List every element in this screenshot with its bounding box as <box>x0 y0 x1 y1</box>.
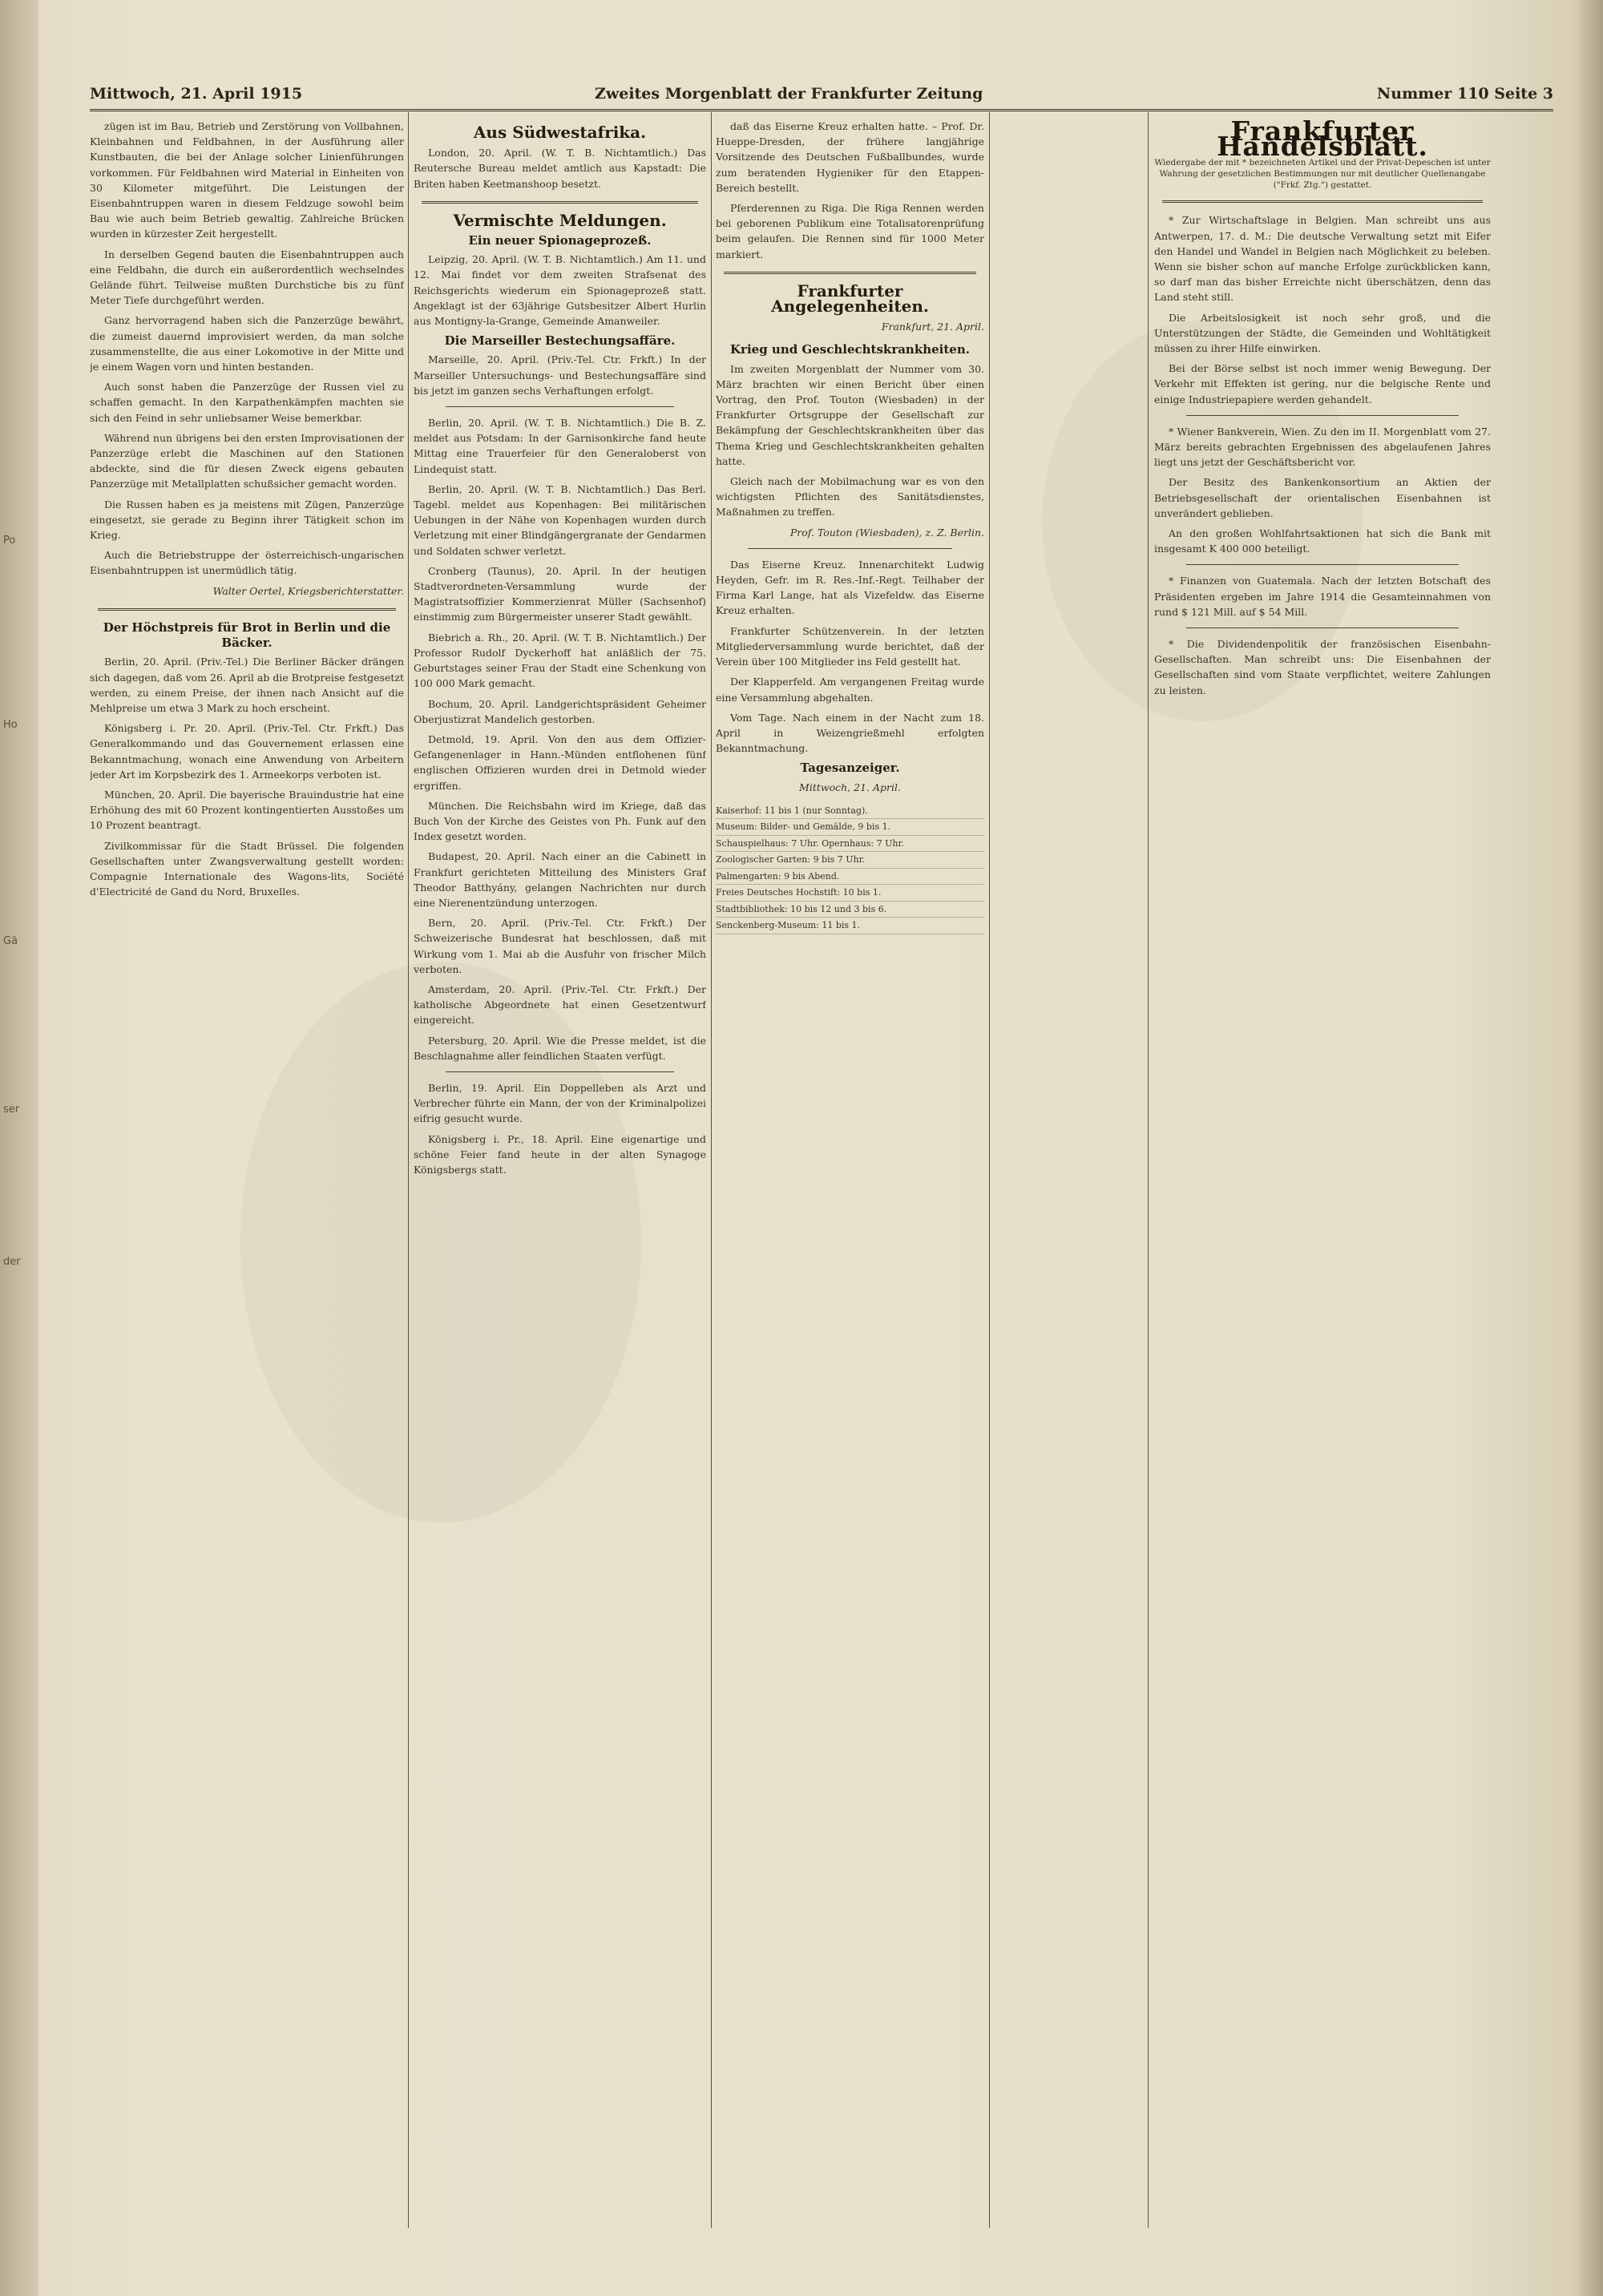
article-heading: Tagesanzeiger. <box>800 761 900 776</box>
list-item: Museum: Bilder- und Gemälde, 9 bis 1. <box>716 819 984 836</box>
page-edge <box>1579 0 1603 2296</box>
section-heading: Aus Südwestafrika. <box>473 123 647 142</box>
article-paragraph: Der Klapperfeld. Am vergangenen Freitag wurde eine Versammlung abgehalten. <box>716 676 984 704</box>
article-paragraph: An den großen Wohlfahrtsaktionen hat sich die Bank mit insgesamt K 400 000 beteiligt. <box>1154 527 1491 555</box>
article-paragraph: Die Arbeitslosigkeit ist noch sehr groß, und die Unterstützungen der Städte, die Gemeinden und Wohltätigkeit müssen zu ihrer Hilfe einwirken. <box>1154 311 1491 355</box>
article-paragraph: Königsberg i. Pr. 20. April. (Priv.-Tel. Ctr. Frkft.) Das Generalkommando und das Gouvernement erlassen eine Bekanntmachung, wonach eine Anwendung von Arbeitern jeder Art im Korpsbezirk des 1. Armeekorps verboten ist. <box>90 722 404 781</box>
article-paragraph: Auch sonst haben die Panzerzüge der Russen viel zu schaffen gemacht. In den Karpathenkämpfen machten sie sich den Feind in sehr unliebsamer Weise bemerkbar. <box>90 381 404 424</box>
binding-gutter <box>0 0 38 2296</box>
article-paragraph: Während nun übrigens bei den ersten Improvisationen der Panzerzüge erlebt die Maschinen auf den Stationen abdeckte, sind die für diesen Zweck eigens gebauten Panzerzüge mit Metallplatten schußsicher gemacht worden. <box>90 431 404 490</box>
article-divider <box>748 548 952 549</box>
article-paragraph: Pferderennen zu Riga. Die Riga Rennen werden bei geborenen Publikum eine Totalisatorenprüfung beim gelaufen. Die Rennen sind für 1000 Meter markiert. <box>716 202 984 260</box>
article-paragraph: Leipzig, 20. April. (W. T. B. Nichtamtlich.) Am 11. und 12. Mai findet vor dem zweiten Strafsenat des Reichsgerichts wiederum ein Spionageprozeß statt. Angeklagt ist der 63jährige Gutsbesitzer Albert Hurlin aus Montigny-la-Grange, Gemeinde Amanweiler. <box>414 253 706 328</box>
article-paragraph: * Finanzen von Guatemala. Nach der letzten Botschaft des Präsidenten ergeben im Jahre 1914 die Gesamteinnahmen von rund $ 121 Mill. auf $ 54 Mill. <box>1154 575 1491 618</box>
article-heading: Die Marseiller Bestechungsaffäre. <box>444 333 676 349</box>
header-page-number: Nummer 110 Seite 3 <box>1376 85 1553 103</box>
article-paragraph: Ganz hervorragend haben sich die Panzerzüge bewährt, die zumeist dauernd improvisiert werden, da man solche zusammenstellte, die aus einer Lokomotive in der Mitte und je einem Wagen vorn und hinten bestanden. <box>90 314 404 373</box>
column-2 <box>414 119 706 2202</box>
gutter-fragment: ser <box>3 1104 20 1116</box>
article-paragraph: Bei der Börse selbst ist noch immer wenig Bewegung. Der Verkehr mit Effekten ist gering, nur die belgische Rente und einige Industriepapiere werden gehandelt. <box>1154 362 1491 406</box>
article-paragraph: Berlin, 20. April. (W. T. B. Nichtamtlich.) Das Berl. Tagebl. meldet aus Kopenhagen: Bei militärischen Uebungen in der Nähe von Kopenhagen wurden durch Verletzung mit einer Blindgängergranate der Gendarmen und Soldaten schwer verletzt. <box>414 482 706 557</box>
article-paragraph: In derselben Gegend bauten die Eisenbahntruppen auch eine Feldbahn, die durch ein außerordentlich wechselndes Gelände führt. Teilweise mußten Durchstiche bis zu fünf Meter Tiefe durchgeführt werden. <box>90 248 404 307</box>
section-heading: Vermischte Meldungen. <box>453 210 667 230</box>
article-paragraph: Cronberg (Taunus), 20. April. In der heutigen Stadtverordneten-Versammlung wurde der Magistratsoffizier Kommerzienrat Müller (Sachsenhof) einstimmig zum Bürgermeister unserer Stadt gewählt. <box>414 564 706 623</box>
handelsblatt-column <box>1154 119 1491 2202</box>
gutter-fragments <box>3 112 35 1274</box>
column-3 <box>716 119 984 2202</box>
page-header <box>90 82 1553 111</box>
article-heading: Ein neuer Spionageprozeß. <box>468 233 652 248</box>
byline: Prof. Touton (Wiesbaden), z. Z. Berlin. <box>789 526 984 539</box>
article-paragraph: Berlin, 20. April. (Priv.-Tel.) Die Berliner Bäcker drängen sich dagegen, daß vom 26. April ab die Brotpreise festgesetzt werden, zu einem Preise, der ihnen nach Ansicht auf die Mehlpreise um etwa 3 Mark zu hoch erscheint. <box>90 656 404 714</box>
list-item: Stadtbibliothek: 10 bis 12 und 3 bis 6. <box>716 902 984 918</box>
gutter-fragment: Po <box>3 535 16 547</box>
header-date: Mittwoch, 21. April 1915 <box>90 85 303 103</box>
gutter-fragment: Gä <box>3 935 18 947</box>
list-item: Kaiserhof: 11 bis 1 (nur Sonntag). <box>716 803 984 820</box>
article-paragraph: Detmold, 19. April. Von den aus dem Offizier-Gefangenenlager in Hann.-Münden entflohenen fünf englischen Offizieren wurden drei in Detmold wieder ergriffen. <box>414 732 706 792</box>
article-paragraph: * Die Dividendenpolitik der französischen Eisenbahn-Gesellschaften. Man schreibt uns: Die Eisenbahnen der Gesellschaften sind vom Staate verpflichtet, weitere Zahlungen zu leisten. <box>1154 638 1491 696</box>
list-item: Palmengarten: 9 bis Abend. <box>716 869 984 886</box>
article-divider <box>446 406 674 407</box>
article-paragraph: Auch die Betriebstruppe der österreichisch-ungarischen Eisenbahntruppen ist unermüdlich tätig. <box>90 549 404 577</box>
article-paragraph: Im zweiten Morgenblatt der Nummer vom 30. März brachten wir einen Bericht über einen Vortrag, den Prof. Touton (Wiesbaden) in der Frankfurter Ortsgruppe der Gesellschaft zur Bekämpfung der Geschlechtskrankheiten über das Thema Krieg und Geschlechtskrankheiten gehalten hatte. <box>716 362 984 467</box>
article-heading: Der Höchstpreis für Brot in Berlin und die Bäcker. <box>103 619 391 651</box>
article-paragraph: Vom Tage. Nach einem in der Nacht zum 18. April in Weizengrießmehl erfolgten Bekanntmachung. <box>716 711 984 755</box>
article-paragraph: Bochum, 20. April. Landgerichtspräsident Geheimer Oberjustizrat Mandelich gestorben. <box>414 697 706 725</box>
article-paragraph: Berlin, 19. April. Ein Doppelleben als Arzt und Verbrecher führte ein Mann, der von der Kriminalpolizei eifrig gesucht wurde. <box>414 1081 706 1125</box>
article-paragraph: Berlin, 20. April. (W. T. B. Nichtamtlich.) Die B. Z. meldet aus Potsdam: In der Garnisonkirche fand heute Mittag eine Trauerfeier für den Generaloberst von Lindequist statt. <box>414 417 706 475</box>
column-rule <box>408 112 409 2228</box>
article-paragraph: Die Russen haben es ja meistens mit Zügen, Panzerzüge eingesetzt, sie gerade zu Beginn ihrer Tätigkeit schon im Krieg. <box>90 498 404 542</box>
article-divider <box>1186 415 1459 416</box>
article-paragraph: * Wiener Bankverein, Wien. Zu den im II. Morgenblatt vom 27. März bereits gebrachten Ergebnissen des abgelaufenen Jahres liegt uns jetzt der Geschäftsbericht vor. <box>1154 425 1491 469</box>
list-item: Zoologischer Garten: 9 bis 7 Uhr. <box>716 852 984 869</box>
tagesanzeiger-date: Mittwoch, 21. April. <box>799 781 901 793</box>
column-rule <box>989 112 990 2228</box>
article-paragraph: Amsterdam, 20. April. (Priv.-Tel. Ctr. Frkft.) Der katholische Abgeordnete hat einen Gesetzentwurf eingereicht. <box>414 983 706 1027</box>
list-item: Freies Deutsches Hochstift: 10 bis 1. <box>716 885 984 902</box>
section-divider <box>724 272 976 274</box>
section-divider <box>1162 200 1483 203</box>
column-rule <box>1148 112 1149 2228</box>
article-paragraph: zügen ist im Bau, Betrieb und Zerstörung von Vollbahnen, Kleinbahnen und Feldbahnen, in der Ausführung aller Kunstbauten, die bei der Anlage solcher Linienführungen vorkommen. Für Feldbahnen wird Material in Einheiten von 30 Kilometer mitgeführt. Die Leistungen der Eisenbahntruppen waren in diesem Feldzuge sowohl beim Bau wie auch beim Betrieb gewaltig. Zahlreiche Brücken wurden in kürzester Zeit hergestellt. <box>90 120 404 240</box>
article-paragraph: München. Die Reichsbahn wird im Kriege, daß das Buch Von der Kirche des Geistes von Ph. Funk auf den Index gesetzt worden. <box>414 799 706 843</box>
section-divider <box>422 201 698 204</box>
article-paragraph: München, 20. April. Die bayerische Brauindustrie hat eine Erhöhung des mit 60 Prozent kontingentierten Ausstoßes um 10 Prozent beantragt. <box>90 788 404 832</box>
header-edition: Zweites Morgenblatt der Frankfurter Zeitung <box>595 85 983 103</box>
article-paragraph: daß das Eiserne Kreuz erhalten hatte. – Prof. Dr. Hueppe-Dresden, der frühere langjährige Vorsitzende des Deutschen Fußballbundes, wurde zum beratenden Hygieniker für den Etappen-Bereich bestellt. <box>716 120 984 194</box>
article-paragraph: Der Besitz des Bankenkonsortium an Aktien der Betriebsgesellschaft der orientalischen Eisenbahnen ist unverändert geblieben. <box>1154 476 1491 519</box>
article-paragraph: Frankfurter Schützenverein. In der letzten Mitgliederversammlung wurde berichtet, daß der Verein über 100 Mitglieder ins Feld gestellt hat. <box>716 624 984 668</box>
gutter-fragment: der <box>3 1256 21 1268</box>
article-paragraph: Marseille, 20. April. (Priv.-Tel. Ctr. Frkft.) In der Marseiller Untersuchungs- und Bestechungsaffäre sind bis jetzt im ganzen sechs Verhaftungen erfolgt. <box>414 353 706 397</box>
article-paragraph: Königsberg i. Pr., 18. April. Eine eigenartige und schöne Feier fand heute in der alten Synagoge Königsbergs statt. <box>414 1132 706 1176</box>
list-item: Senckenberg-Museum: 11 bis 1. <box>716 918 984 934</box>
dateline: Frankfurt, 21. April. <box>881 321 984 333</box>
article-divider <box>1186 564 1459 565</box>
column-1 <box>90 119 404 2202</box>
byline: Walter Oertel, Kriegsberichterstatter. <box>212 584 404 597</box>
article-divider <box>446 1071 674 1072</box>
article-paragraph: Bern, 20. April. (Priv.-Tel. Ctr. Frkft.) Der Schweizerische Bundesrat hat beschlossen, daß mit Wirkung vom 1. Mai ab die Ausfuhr von frischer Milch verboten. <box>414 917 706 975</box>
list-item: Schauspielhaus: 7 Uhr. Opernhaus: 7 Uhr. <box>716 836 984 853</box>
section-divider <box>98 608 396 611</box>
article-heading: Krieg und Geschlechtskrankheiten. <box>730 342 970 357</box>
gutter-fragment: Ho <box>3 719 18 731</box>
tagesanzeiger-list <box>716 803 984 934</box>
article-paragraph: Budapest, 20. April. Nach einer an die Cabinett in Frankfurt gerichteten Mitteilung des Ministers Graf Theodor Batthyány, gelangen Nachrichten nur durch eine Nierenentzündung unterzogen. <box>414 850 706 909</box>
article-paragraph: London, 20. April. (W. T. B. Nichtamtlich.) Das Reutersche Bureau meldet amtlich aus Kapstadt: Die Briten haben Keetmanshoop besetzt. <box>414 147 706 190</box>
handelsblatt-masthead: Frankfurter Handelsblatt. <box>1217 119 1428 163</box>
article-paragraph: Das Eiserne Kreuz. Innenarchitekt Ludwig Heyden, Gefr. im R. Res.-Inf.-Regt. Teilhaber der Firma Karl Lange, hat als Vizefeldw. das Eiserne Kreuz erhalten. <box>716 558 984 617</box>
article-divider <box>1186 627 1459 628</box>
column-rule <box>711 112 712 2228</box>
article-paragraph: Zivilkommissar für die Stadt Brüssel. Die folgenden Gesellschaften unter Zwangsverwaltung gestellt worden: Compagnie Internationale des Wagons-lits, Société d'Electricité de Gand du Nord, Bruxelles. <box>90 839 404 898</box>
article-paragraph: Biebrich a. Rh., 20. April. (W. T. B. Nichtamtlich.) Der Professor Rudolf Dyckerhoff hat anläßlich der 75. Geburtstages seiner Frau der Stadt eine Schenkung von 100 000 Mark gemacht. <box>414 631 706 690</box>
article-paragraph: * Zur Wirtschaftslage in Belgien. Man schreibt uns aus Antwerpen, 17. d. M.: Die deutsche Verwaltung setzt mit Eifer den Handel und Wandel in Belgien nach Möglichkeit zu beleben. Wenn sie bisher schon auf manche Erfolge zurückblicken kann, so darf man das bisher Erreichte nicht überschätzen, denn das Land steht still. <box>1154 214 1491 304</box>
section-heading: Frankfurter Angelegenheiten. <box>771 280 929 317</box>
article-paragraph: Petersburg, 20. April. Wie die Presse meldet, ist die Beschlagnahme aller feindlichen Staaten verfügt. <box>414 1034 706 1062</box>
article-paragraph: Gleich nach der Mobilmachung war es von den wichtigsten Pflichten des Sanitätsdienstes, Maßnahmen zu treffen. <box>716 475 984 519</box>
copyright-note: Wiedergabe der mit * bezeichneten Artikel und der Privat-Depeschen ist unter Wahrung der gesetzlichen Bestimmungen nur mit deutlicher Quellenangabe ("Frkf. Ztg.") gestattet. <box>1154 158 1491 191</box>
